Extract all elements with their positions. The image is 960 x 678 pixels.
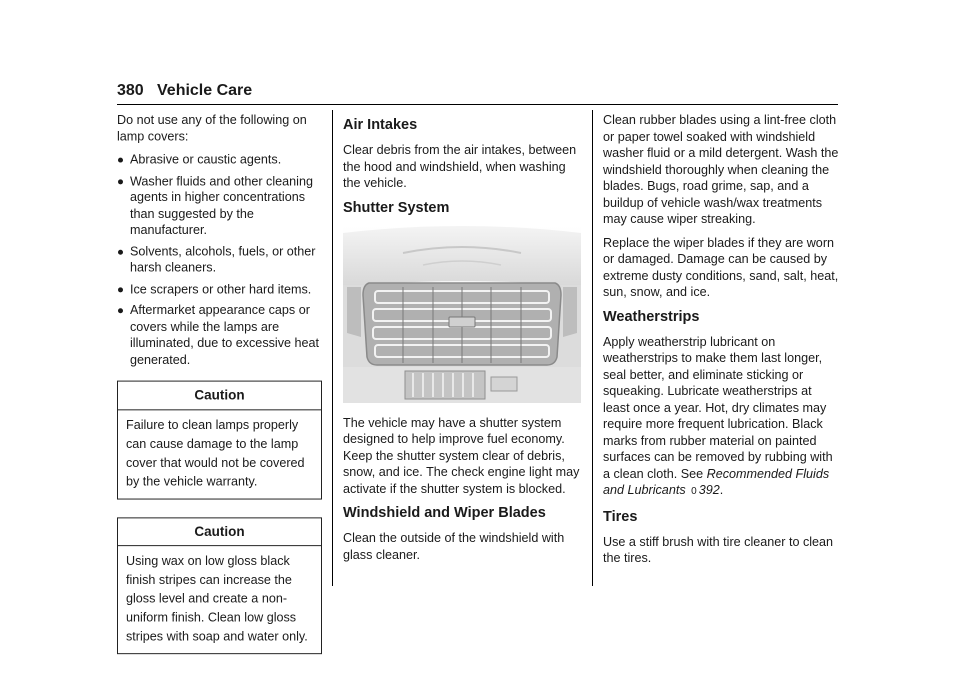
column-divider (332, 110, 333, 586)
page-ref-icon: 0 (691, 486, 697, 497)
page-header (117, 82, 838, 104)
list-item: Aftermarket appearance caps or covers while the lamps are illuminated, due to excessive heat generated. (117, 302, 322, 367)
air-intakes-text: Clear debris from the air intakes, between the hood and windshield, when washing the vehicle. (343, 143, 577, 190)
column-2 (343, 112, 581, 570)
windshield-text: Clean the outside of the windshield with glass cleaner. (343, 531, 565, 562)
tires-text: Use a stiff brush with tire cleaner to clean the tires. (603, 534, 834, 565)
weatherstrips-text: Apply weatherstrip lubricant on weatherstrips to make them last longer, seal better, and eliminate sticking or squeaking. Lubricate weatherstrips at least once a year. Hot, dry climates may require more frequent lubrication. Black marks from rubber material on painted surfaces can be removed by rubbing with a clean cloth. See Recommended Fluids and Lubricants 0 392. (603, 334, 833, 497)
shutter-system-heading: Shutter System (343, 199, 450, 216)
bullet-icon (118, 249, 123, 254)
header-rule (117, 104, 838, 105)
truck-front-image (343, 225, 581, 403)
list-item: Ice scrapers or other hard items. (117, 281, 322, 297)
bullet-icon (118, 179, 123, 184)
column-1 (117, 112, 322, 672)
page-ref-number[interactable]: 392 (698, 483, 720, 497)
caution-text: Using wax on low gloss black finish stripes can increase the gloss level and create a non-uniform finish. Clean low gloss stripes with soap and water only. (126, 554, 308, 644)
caution-box (117, 381, 322, 499)
caution-title: Caution (118, 518, 321, 546)
caution-box (117, 517, 322, 654)
wiper-blades-text-1: Clean rubber blades using a lint-free cloth or paper towel soaked with windshield washer fluid or a mild detergent. Wash the windshield thoroughly when cleaning the blades. Bugs, road grime, sap, and a buildup of vehicle wash/wax treatments may cause wiper streaking. (603, 113, 839, 226)
list-item: Abrasive or caustic agents. (117, 152, 322, 168)
caution-title: Caution (118, 382, 321, 410)
bullet-icon (118, 158, 123, 163)
lamp-covers-intro: Do not use any of the following on lamp covers: (117, 112, 307, 144)
bullet-icon (118, 287, 123, 292)
fluids-lubricants-link[interactable]: Recommended Fluids and Lubricants (603, 466, 830, 497)
lamp-covers-list (117, 152, 322, 368)
caution-text: Failure to clean lamps properly can cause damage to the lamp cover that would not be covered by the vehicle warranty. (126, 417, 305, 489)
bullet-icon (118, 308, 123, 313)
page-number: 380 (117, 82, 144, 99)
air-intakes-heading: Air Intakes (343, 117, 418, 133)
windshield-heading: Windshield and Wiper Blades (343, 505, 546, 521)
shutter-system-text: The vehicle may have a shutter system designed to help improve fuel economy. Keep the shutter system clear of debris, snow, and ice. The check engine light may activate if the shutter system is blocked. (343, 415, 580, 496)
weatherstrips-heading: Weatherstrips (603, 308, 700, 325)
list-item: Washer fluids and other cleaning agents in higher concentrations than suggested by the manufacturer. (117, 173, 322, 238)
section-title: Vehicle Care (157, 82, 253, 99)
tires-heading: Tires (603, 508, 638, 525)
wiper-blades-text-2: Replace the wiper blades if they are worn or damaged. Damage can be caused by extreme dusty conditions, sand, salt, heat, sun, snow, and ice. (603, 235, 839, 299)
column-3 (603, 112, 840, 574)
list-item: Solvents, alcohols, fuels, or other harsh cleaners. (117, 243, 322, 276)
column-divider (592, 110, 593, 586)
